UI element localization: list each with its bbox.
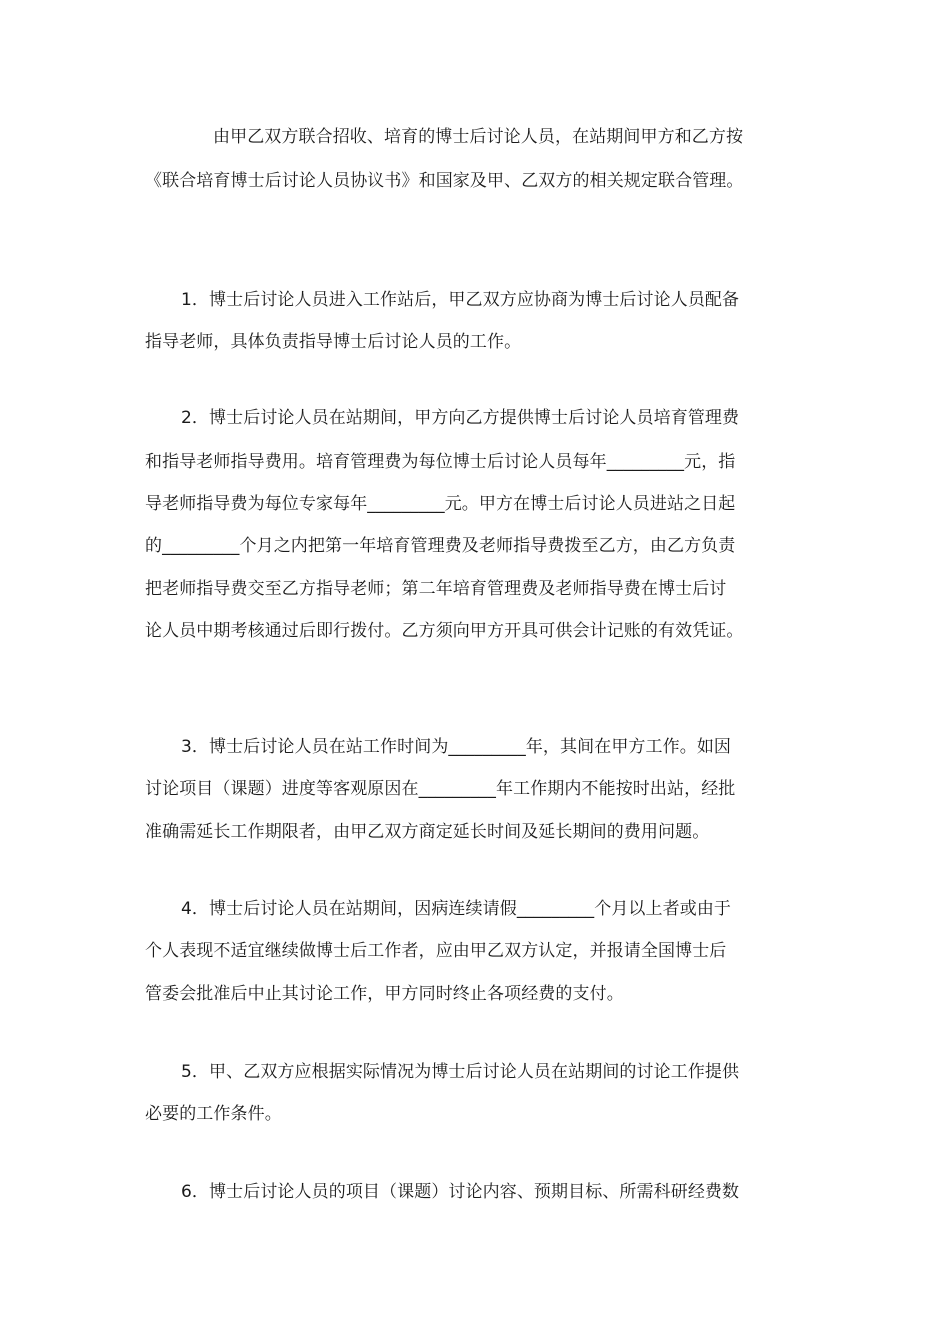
- clause-3-line-3: 准确需延长工作期限者，由甲乙双方商定延长时间及延长期间的费用问题。: [145, 822, 710, 842]
- clause-2-line-6: 论人员中期考核通过后即行拨付。乙方须向甲方开具可供会计记账的有效凭证。: [145, 621, 744, 641]
- clause-6-line-1: 6．博士后讨论人员的项目（课题）讨论内容、预期目标、所需科研经费数: [181, 1182, 740, 1202]
- clause-2-line-5: 把老师指导费交至乙方指导老师；第二年培育管理费及老师指导费在博士后讨: [145, 579, 727, 599]
- clause-3-line-2: 讨论项目（课题）进度等客观原因在_________年工作期内不能按时出站，经批: [145, 779, 736, 799]
- clause-5-line-1: 5．甲、乙双方应根据实际情况为博士后讨论人员在站期间的讨论工作提供: [181, 1062, 740, 1082]
- clause-5-line-2: 必要的工作条件。: [145, 1104, 282, 1124]
- intro-line-1: 由甲乙双方联合招收、培育的博士后讨论人员，在站期间甲方和乙方按: [213, 127, 744, 147]
- clause-2-line-3: 导老师指导费为每位专家每年_________元。甲方在博士后讨论人员进站之日起: [145, 494, 736, 514]
- clause-2-line-1: 2．博士后讨论人员在站期间，甲方向乙方提供博士后讨论人员培育管理费: [181, 408, 740, 428]
- clause-1-line-1: 1．博士后讨论人员进入工作站后，甲乙双方应协商为博士后讨论人员配备: [181, 290, 740, 310]
- clause-4-line-3: 管委会批准后中止其讨论工作，甲方同时终止各项经费的支付。: [145, 984, 624, 1004]
- clause-1-line-2: 指导老师，具体负责指导博士后讨论人员的工作。: [145, 332, 522, 352]
- clause-4-line-1: 4．博士后讨论人员在站期间，因病连续请假_________个月以上者或由于: [181, 899, 732, 919]
- clause-2-line-2: 和指导老师指导费用。培育管理费为每位博士后讨论人员每年_________元，指: [145, 452, 736, 472]
- clause-2-line-4: 的_________个月之内把第一年培育管理费及老师指导费拨至乙方，由乙方负责: [145, 536, 736, 556]
- clause-4-line-2: 个人表现不适宜继续做博士后工作者，应由甲乙双方认定，并报请全国博士后: [145, 941, 727, 961]
- clause-3-line-1: 3．博士后讨论人员在站工作时间为_________年，其间在甲方工作。如因: [181, 737, 732, 757]
- intro-line-2: 《联合培育博士后讨论人员协议书》和国家及甲、乙双方的相关规定联合管理。: [145, 171, 744, 191]
